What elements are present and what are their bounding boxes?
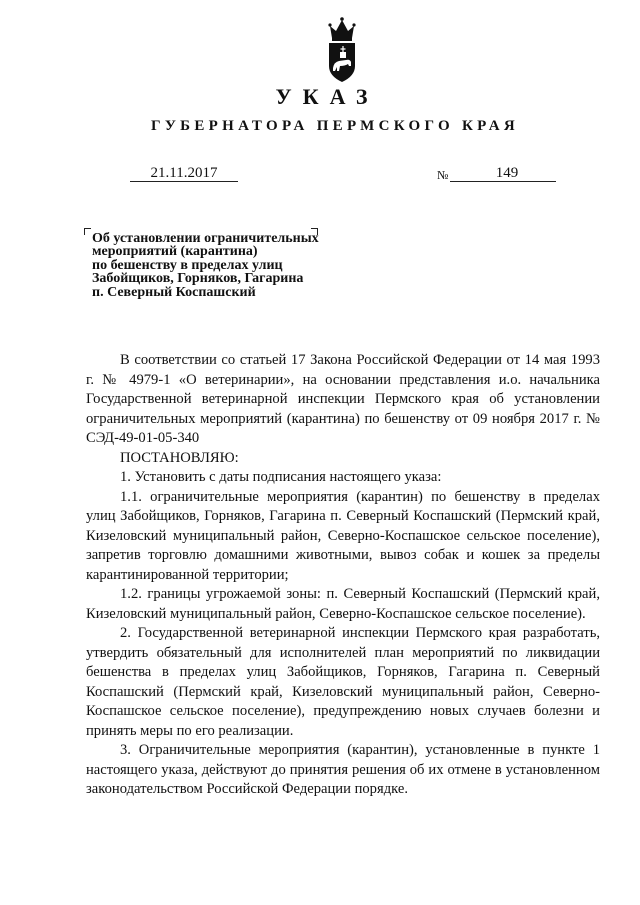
subject-bracket-left	[84, 228, 91, 235]
clause-3: 3. Ограничительные мероприятия (карантин), установленные в пункте 1 настоящего указа, действуют до принятия решения об их отмене в установленном законодательством Российской Федерации порядке.	[86, 742, 600, 797]
clause-1-2: 1.2. границы угрожаемой зоны: п. Северный Коспашский (Пермский край, Кизеловский муниципальный район, Северно-Коспашское сельское поселение).	[86, 586, 600, 622]
resolve-heading: ПОСТАНОВЛЯЮ:	[120, 449, 239, 466]
document-subtitle: ГУБЕРНАТОРА ПЕРМСКОГО КРАЯ	[150, 118, 519, 134]
document-subject	[92, 232, 362, 299]
clause-1: 1. Установить с даты подписания настоящего указа:	[120, 469, 442, 485]
subject-line: Об установлении ограничительных	[92, 231, 319, 246]
subject-line: по бешенству в пределах улиц	[92, 257, 283, 273]
document-body	[86, 351, 600, 800]
clause-1-1: 1.1. ограничительные мероприятия (карантин) по бешенству в пределах улиц Забойщиков, Горняков, Гагарина п. Северный Коспашский (Пермский край, Кизеловский муниципальный район, Северно-Коспашское сельское поселение), запретив торговлю домашними животными, вывоз собак и кошек за пределы карантинированной территории;	[86, 488, 600, 583]
clause-2: 2. Государственной ветеринарной инспекции Пермского края разработать, утвердить обязательный для исполнителей план мероприятий по ликвидации бешенства в пределах улиц Забойщиков, Горняков, Гагарина п. Северный Коспашский (Пермский край, Кизеловский муниципальный район, Северно-Коспашское сельское поселение), предупреждению новых случаев болезни и принять меры по его реализации.	[86, 625, 600, 739]
document-title: УКАЗ	[275, 84, 379, 109]
document-date: 21.11.2017	[130, 165, 238, 182]
subject-line: п. Северный Коспашский	[92, 284, 256, 300]
subject-line: мероприятий (карантина)	[92, 244, 258, 260]
preamble-paragraph: В соответствии со статьей 17 Закона Российской Федерации от 14 мая 1993 г. № 4979-1 «О ветеринарии», на основании представления и.о. начальника Государственной ветеринарной инспекции Пермского края об установлении ограничительных мероприятий (карантина) по бешенству от 09 ноября 2017 г. № СЭД-49-01-05-340	[86, 352, 600, 446]
subject-line: Забойщиков, Горняков, Гагарина	[92, 271, 304, 287]
coat-of-arms-icon	[326, 16, 358, 86]
document-number: 149	[450, 165, 556, 182]
number-sign: №	[437, 168, 449, 182]
